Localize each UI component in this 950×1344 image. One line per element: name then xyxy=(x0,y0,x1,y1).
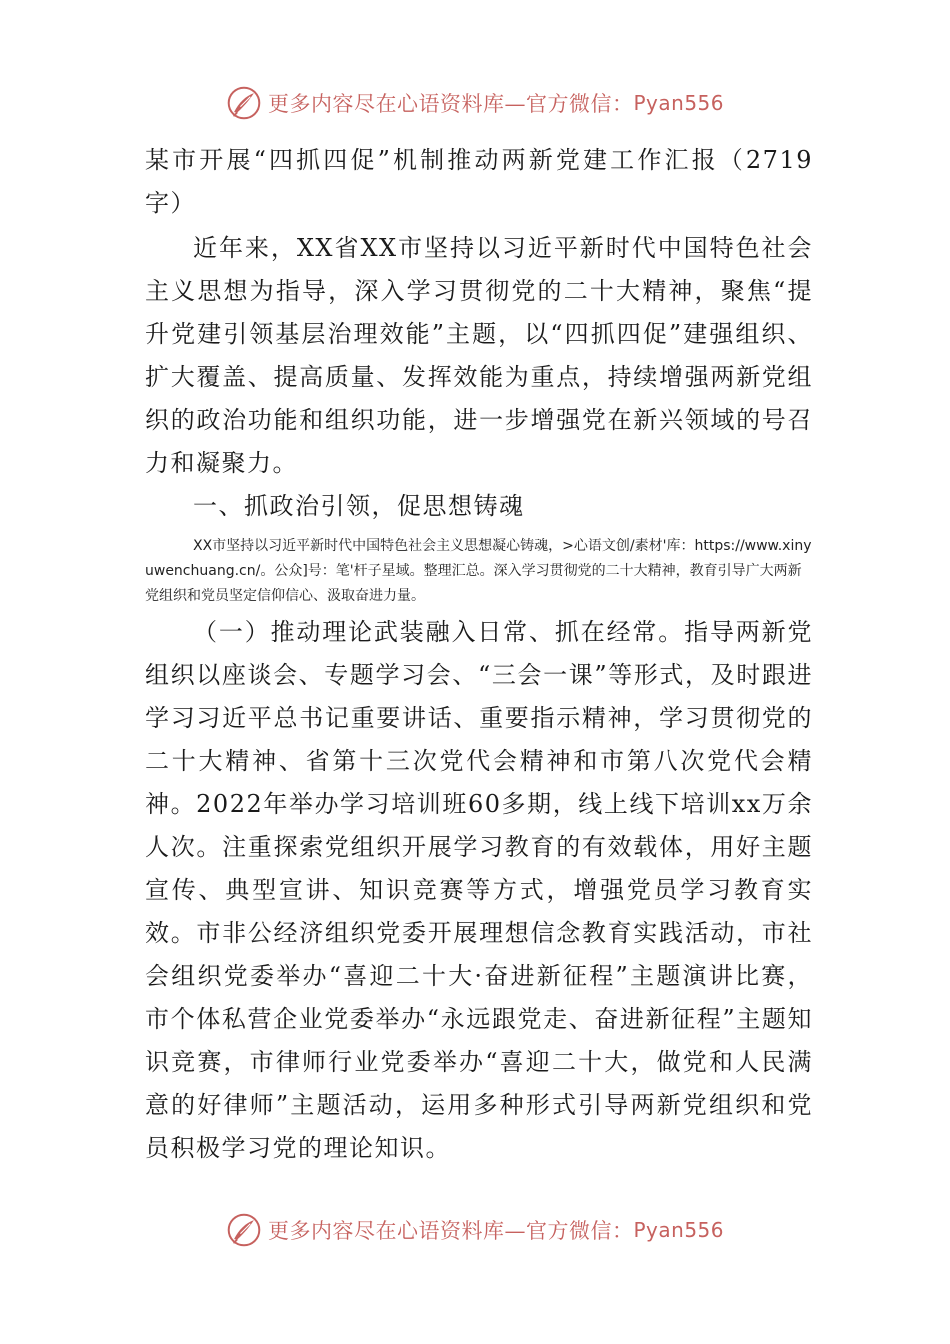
document-body xyxy=(145,139,813,1170)
body-paragraph: （一）推动理论武装融入日常、抓在经常。指导两新党组织以座谈会、专题学习会、“三会一课”等形式，及时跟进学习习近平总书记重要讲话、重要指示精神，学习贯彻党的二十大精神、省第十三次党代会精神和市第八次党代会精神。2022年举办学习培训班60多期，线上线下培训xx万余人次。注重探索党组织开展学习教育的有效载体，用好主题宣传、典型宣讲、知识竞赛等方式，增强党员学习教育实效。市非公经济组织党委开展理想信念教育实践活动，市社会组织党委举办“喜迎二十大·奋进新征程”主题演讲比赛，市个体私营企业党委举办“永远跟党走、奋进新征程”主题知识竞赛，市律师行业党委举办“喜迎二十大，做党和人民满意的好律师”主题活动，运用多种形式引导两新党组织和党员积极学习党的理论知识。 xyxy=(145,618,813,1162)
intro-paragraph: 近年来，XX省XX市坚持以习近平新时代中国特色社会主义思想为指导，深入学习贯彻党的二十大精神，聚焦“提升党建引领基层治理效能”主题，以“四抓四促”建强组织、扩大覆盖、提高质量、发挥效能为重点，持续增强两新党组织的政治功能和组织功能，进一步增强党在新兴领域的号召力和凝聚力。 xyxy=(145,234,813,477)
section-heading: 一、抓政治引领，促思想铸魂 xyxy=(193,492,525,520)
source-note: XX市坚持以习近平新时代中国特色社会主义思想凝心铸魂，>心语文创/素材'库：https://www.xinyuwenchuang.cn/。公众]号：笔'杆子星域。整理汇总。深入学习贯彻党的二十大精神，教育引导广大两新党组织和党员坚定信仰信心、汲取奋进力量。 xyxy=(145,538,812,604)
pen-logo-icon xyxy=(226,85,262,121)
watermark-text: 更多内容尽在心语资料库—官方微信： xyxy=(267,92,634,116)
watermark-text: 更多内容尽在心语资料库—官方微信： xyxy=(267,1219,634,1243)
watermark-footer xyxy=(0,1207,950,1253)
watermark-wechat-id: Pyan556 xyxy=(633,91,724,115)
pen-logo-icon xyxy=(226,1212,262,1248)
document-title: 某市开展“四抓四促”机制推动两新党建工作汇报（2719字） xyxy=(145,146,813,217)
watermark-wechat-id: Pyan556 xyxy=(633,1218,724,1242)
watermark-header xyxy=(0,80,950,126)
